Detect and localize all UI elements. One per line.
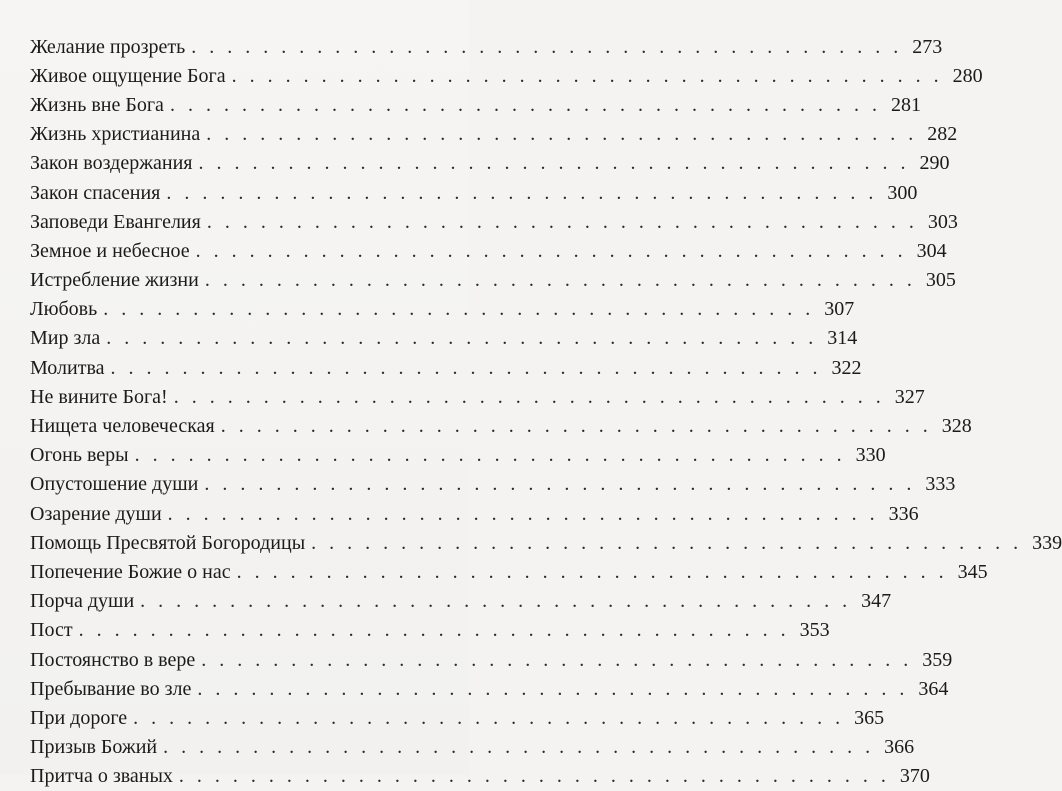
toc-entry-page-number: 322 — [831, 356, 862, 379]
dot-leader: . . . . . . . . . . . . . . . . . . . . . . . . . . . . . . . . . . . . . . . . — [195, 239, 907, 262]
toc-entry — [30, 733, 915, 762]
toc-entry-page-number: 347 — [861, 590, 892, 613]
toc-entry — [30, 616, 830, 645]
toc-entry-title: Заповеди Евангелия — [30, 210, 201, 233]
dot-leader: . . . . . . . . . . . . . . . . . . . . . . . . . . . . . . . . . . . . . . . . — [311, 531, 1023, 554]
toc-entry-page-number: 327 — [894, 385, 925, 408]
dot-leader: . . . . . . . . . . . . . . . . . . . . . . . . . . . . . . . . . . . . . . . . — [106, 327, 818, 350]
toc-entry-title: Закон спасения — [30, 181, 161, 204]
toc-entry-title: Озарение души — [30, 502, 162, 525]
toc-entry-page-number: 303 — [927, 210, 958, 233]
dot-leader: . . . . . . . . . . . . . . . . . . . . . . . . . . . . . . . . . . . . . . . . — [206, 123, 918, 146]
dot-leader: . . . . . . . . . . . . . . . . . . . . . . . . . . . . . . . . . . . . . . . . — [198, 152, 910, 175]
toc-entry-page-number: 280 — [952, 64, 983, 87]
toc-entry — [30, 441, 886, 470]
toc-entry-page-number: 336 — [888, 502, 919, 525]
toc-entry — [30, 499, 919, 528]
toc-entry-title: Попечение Божие о нас — [30, 560, 231, 583]
toc-entry-page-number: 328 — [941, 415, 972, 438]
dot-leader: . . . . . . . . . . . . . . . . . . . . . . . . . . . . . . . . . . . . . . . . — [206, 210, 918, 233]
toc-entry-title: Постоянство в вере — [30, 648, 196, 671]
toc-entry-title: Нищета человеческая — [30, 415, 215, 438]
toc-entry — [30, 411, 972, 440]
toc-entry — [30, 149, 950, 178]
toc-entry-title: Любовь — [30, 298, 98, 321]
toc-entry-title: Закон воздержания — [30, 152, 193, 175]
toc-entry — [30, 178, 918, 207]
dot-leader: . . . . . . . . . . . . . . . . . . . . . . . . . . . . . . . . . . . . . . . . — [231, 64, 943, 87]
toc-entry — [30, 353, 862, 382]
toc-entry — [30, 674, 949, 703]
toc-entry — [30, 90, 921, 119]
toc-entry — [30, 470, 956, 499]
toc-entry-title: Жизнь христианина — [30, 123, 201, 146]
toc-entry-title: Помощь Пресвятой Богородицы — [30, 531, 306, 554]
toc-entry — [30, 61, 983, 90]
dot-leader: . . . . . . . . . . . . . . . . . . . . . . . . . . . . . . . . . . . . . . . . — [191, 35, 903, 58]
toc-entry-page-number: 281 — [890, 93, 921, 116]
dot-leader: . . . . . . . . . . . . . . . . . . . . . . . . . . . . . . . . . . . . . . . . — [178, 765, 890, 788]
toc-entry-page-number: 359 — [922, 648, 953, 671]
dot-leader: . . . . . . . . . . . . . . . . . . . . . . . . . . . . . . . . . . . . . . . . — [167, 502, 879, 525]
toc-entry-title: Истребление жизни — [30, 269, 199, 292]
dot-leader: . . . . . . . . . . . . . . . . . . . . . . . . . . . . . . . . . . . . . . . . — [204, 269, 916, 292]
toc-entry-title: Призыв Божий — [30, 736, 158, 759]
toc-entry-title: Притча о званых — [30, 765, 173, 788]
toc-entry-page-number: 353 — [799, 619, 830, 642]
toc-entry — [30, 587, 892, 616]
toc-entry-title: Жизнь вне Бога — [30, 93, 164, 116]
dot-leader: . . . . . . . . . . . . . . . . . . . . . . . . . . . . . . . . . . . . . . . . — [163, 736, 875, 759]
toc-entry-title: Порча души — [30, 590, 135, 613]
toc-entry-title: Пребывание во зле — [30, 677, 192, 700]
toc-entry-page-number: 290 — [919, 152, 950, 175]
toc-entry-title: Огонь веры — [30, 444, 129, 467]
toc-entry — [30, 324, 858, 353]
toc-entry-page-number: 314 — [827, 327, 858, 350]
toc-entry-page-number: 366 — [884, 736, 915, 759]
toc-entry — [30, 32, 943, 61]
dot-leader: . . . . . . . . . . . . . . . . . . . . . . . . . . . . . . . . . . . . . . . . — [133, 706, 845, 729]
toc-entry-page-number: 307 — [824, 298, 855, 321]
toc-entry-title: Опустошение души — [30, 473, 199, 496]
toc-entry — [30, 120, 958, 149]
toc-entry-page-number: 339 — [1032, 531, 1062, 554]
toc-entry-title: Желание прозреть — [30, 35, 186, 58]
dot-leader: . . . . . . . . . . . . . . . . . . . . . . . . . . . . . . . . . . . . . . . . — [201, 648, 913, 671]
toc-entry-page-number: 304 — [916, 239, 947, 262]
toc-entry — [30, 645, 953, 674]
toc-entry-page-number: 305 — [925, 269, 956, 292]
table-of-contents — [30, 32, 1062, 791]
toc-entry-page-number: 365 — [854, 706, 885, 729]
toc-entry — [30, 703, 885, 732]
toc-entry-page-number: 273 — [912, 35, 943, 58]
toc-entry-page-number: 300 — [887, 181, 918, 204]
dot-leader: . . . . . . . . . . . . . . . . . . . . . . . . . . . . . . . . . . . . . . . . — [169, 93, 881, 116]
toc-entry-title: Живое ощущение Бога — [30, 64, 226, 87]
dot-leader: . . . . . . . . . . . . . . . . . . . . . . . . . . . . . . . . . . . . . . . . — [204, 473, 916, 496]
dot-leader: . . . . . . . . . . . . . . . . . . . . . . . . . . . . . . . . . . . . . . . . — [134, 444, 846, 467]
toc-entry-title: Мир зла — [30, 327, 101, 350]
dot-leader: . . . . . . . . . . . . . . . . . . . . . . . . . . . . . . . . . . . . . . . . — [220, 415, 932, 438]
toc-entry — [30, 207, 958, 236]
dot-leader: . . . . . . . . . . . . . . . . . . . . . . . . . . . . . . . . . . . . . . . . — [103, 298, 815, 321]
dot-leader: . . . . . . . . . . . . . . . . . . . . . . . . . . . . . . . . . . . . . . . . — [78, 619, 790, 642]
toc-entry — [30, 236, 947, 265]
toc-entry-page-number: 364 — [918, 677, 949, 700]
dot-leader: . . . . . . . . . . . . . . . . . . . . . . . . . . . . . . . . . . . . . . . . — [173, 385, 885, 408]
toc-entry-title: Земное и небесное — [30, 239, 190, 262]
toc-entry — [30, 528, 1062, 557]
dot-leader: . . . . . . . . . . . . . . . . . . . . . . . . . . . . . . . . . . . . . . . . — [166, 181, 878, 204]
toc-entry-title: Молитва — [30, 356, 105, 379]
toc-entry — [30, 557, 988, 586]
toc-entry-page-number: 330 — [855, 444, 886, 467]
toc-entry-page-number: 282 — [927, 123, 958, 146]
dot-leader: . . . . . . . . . . . . . . . . . . . . . . . . . . . . . . . . . . . . . . . . — [140, 590, 852, 613]
dot-leader: . . . . . . . . . . . . . . . . . . . . . . . . . . . . . . . . . . . . . . . . — [236, 560, 948, 583]
toc-entry — [30, 382, 925, 411]
toc-entry-title: Не вините Бога! — [30, 385, 168, 408]
toc-entry-page-number: 333 — [925, 473, 956, 496]
toc-entry-title: Пост — [30, 619, 73, 642]
toc-entry — [30, 762, 930, 791]
dot-leader: . . . . . . . . . . . . . . . . . . . . . . . . . . . . . . . . . . . . . . . . — [197, 677, 909, 700]
toc-entry-page-number: 345 — [957, 560, 988, 583]
toc-entry-title: При дороге — [30, 706, 128, 729]
toc-entry — [30, 295, 855, 324]
toc-entry-page-number: 370 — [899, 765, 930, 788]
dot-leader: . . . . . . . . . . . . . . . . . . . . . . . . . . . . . . . . . . . . . . . . — [110, 356, 822, 379]
toc-entry — [30, 266, 956, 295]
